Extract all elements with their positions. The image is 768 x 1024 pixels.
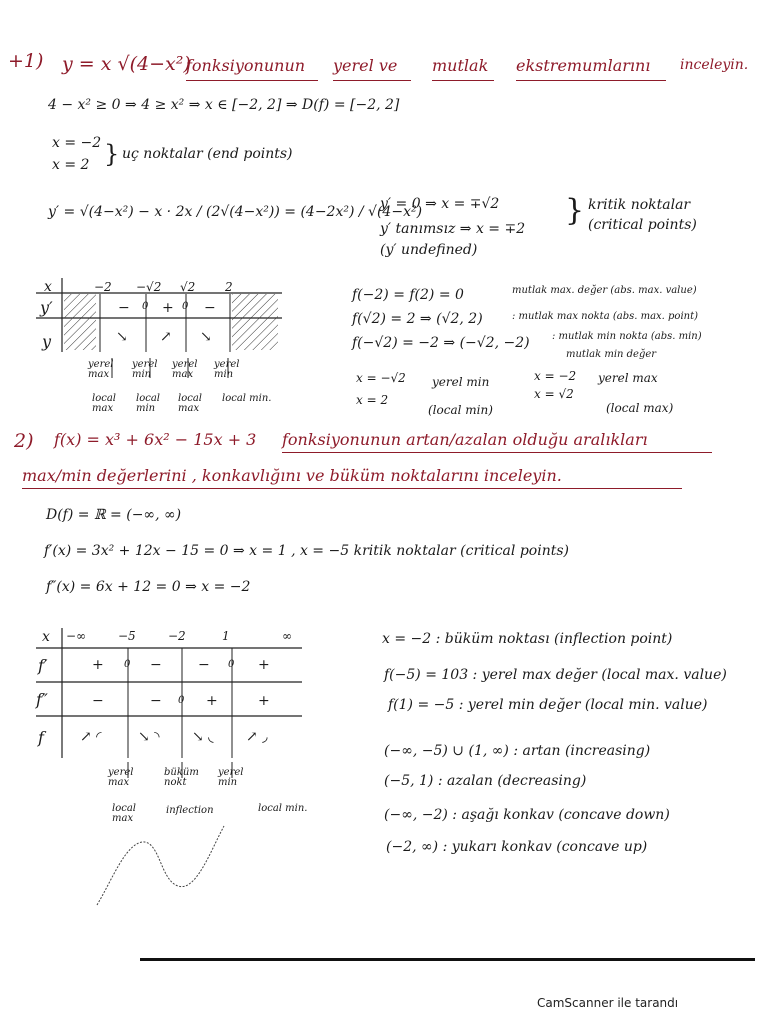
table1-label: local max (92, 393, 116, 414)
problem-1-word: yerel ve (333, 56, 398, 75)
table2-fdoubleprime-sign: + (206, 693, 218, 709)
first-derivative-line: f′(x) = 3x² + 12x − 15 = 0 ⇒ x = 1 , x = −5 kritik noktalar (critical points) (44, 543, 569, 559)
problem-1-word: mutlak (432, 56, 489, 75)
problem-1-word: inceleyin. (680, 57, 749, 73)
brace: } (104, 140, 120, 168)
local-min-label-en: (local min) (428, 403, 493, 417)
brace: } (565, 193, 585, 228)
local-min-b: x = 2 (356, 393, 389, 407)
table1-zero: 0 (182, 301, 189, 312)
table2-shape: ↗ ◜ (80, 729, 102, 745)
problem-2-text-1: fonksiyonunun artan/azalan olduğu aralıkları (282, 430, 648, 449)
scanner-footer: CamScanner ile tarandı (537, 996, 679, 1010)
table1-label: yerel min (214, 359, 240, 380)
result-1: f(−2) = f(2) = 0 (352, 287, 464, 303)
table1-arrow: ↗ (160, 329, 172, 345)
table1-yprime-header: y′ (40, 298, 53, 317)
endpoint-label: uç noktalar (end points) (122, 146, 293, 162)
table2-shape: ↘ ◟ (192, 729, 214, 745)
table2-fdoubleprime-header: f″ (36, 690, 48, 709)
table1-label: yerel min (132, 359, 158, 380)
problem-1-number: +1) (8, 50, 44, 72)
table2-fdoubleprime-sign: + (258, 693, 270, 709)
table2-fprime-sign: − (198, 657, 210, 673)
table2-label: inflection (166, 805, 214, 816)
table2-col: 1 (222, 629, 230, 643)
table2-col: −2 (168, 629, 186, 643)
result-2: f(√2) = 2 ⇒ (√2, 2) (352, 311, 483, 327)
table2-col: ∞ (282, 629, 292, 643)
undefined-note: (y′ undefined) (380, 242, 478, 258)
table2-fprime-sign: + (258, 657, 270, 673)
result-increasing: (−∞, −5) ∪ (1, ∞) : artan (increasing) (384, 743, 651, 759)
local-max-a: x = −2 (534, 369, 577, 383)
second-derivative-line: f″(x) = 6x + 12 = 0 ⇒ x = −2 (46, 579, 251, 595)
problem-2-function: f(x) = x³ + 6x² − 15x + 3 (54, 430, 257, 449)
domain-line: 4 − x² ≥ 0 ⇒ 4 ≥ x² ⇒ x ∈ [−2, 2] ⇒ D(f) = [−2, 2] (48, 97, 400, 113)
critical-label: kritik noktalar (588, 197, 691, 213)
result-inflection: x = −2 : büküm noktası (inflection point) (382, 631, 673, 647)
table1-col: 2 (225, 280, 233, 294)
endpoint-b: x = 2 (52, 157, 90, 173)
table1-label: local min (136, 393, 160, 414)
problem-1-word: fonksiyonunun (186, 56, 306, 75)
table1-arrow: ↘ (116, 329, 128, 345)
table2-shape: ↗ ◞ (246, 729, 268, 745)
critical-label-en: (critical points) (588, 217, 697, 233)
table2-fdoubleprime-sign: − (92, 693, 104, 709)
table1-sign: + (162, 300, 174, 316)
result-decreasing: (−5, 1) : azalan (decreasing) (384, 773, 587, 789)
local-max-label-en: (local max) (606, 401, 674, 415)
table2-zero: 0 (228, 659, 235, 670)
table2-zero: 0 (178, 695, 185, 706)
table2-fprime-sign: − (150, 657, 162, 673)
result-local-max: f(−5) = 103 : yerel max değer (local max. value) (384, 667, 727, 683)
table2-label: yerel min (218, 767, 244, 788)
local-min-label: yerel min (432, 375, 490, 389)
result-3-value: mutlak min değer (566, 349, 657, 360)
result-3-note: : mutlak min nokta (abs. min) (552, 331, 702, 342)
table2-fprime-header: f′ (38, 656, 48, 675)
scan-edge-line (140, 958, 755, 961)
problem-2-number: 2) (14, 430, 34, 452)
critical-zero: y′ = 0 ⇒ x = ∓√2 (380, 196, 500, 212)
table1-zero: 0 (142, 301, 149, 312)
table1-col: −√2 (136, 280, 162, 294)
table2-x-header: x (42, 629, 50, 645)
result-concave-up: (−2, ∞) : yukarı konkav (concave up) (386, 839, 648, 855)
table2-col: −5 (118, 629, 136, 643)
endpoint-a: x = −2 (52, 135, 102, 151)
table2-fprime-sign: + (92, 657, 104, 673)
table1-x-header: x (44, 279, 52, 295)
critical-undefined: y′ tanımsız ⇒ x = ∓2 (380, 221, 526, 237)
table2-zero: 0 (124, 659, 131, 670)
table1-sign: − (204, 300, 216, 316)
problem-2-text-2: max/min değerlerini , konkavlığını ve büküm noktalarını inceleyin. (22, 466, 562, 485)
table1-col: −2 (94, 280, 112, 294)
table2-f-header: f (38, 728, 44, 747)
table1-col: √2 (180, 280, 196, 294)
result-concave-down: (−∞, −2) : aşağı konkav (concave down) (384, 807, 670, 823)
problem-1-word: ekstremumlarını (516, 56, 651, 75)
table2-label: yerel max (108, 767, 134, 788)
underline (22, 488, 682, 489)
table2-col: −∞ (66, 629, 87, 643)
result-2-note: : mutlak max nokta (abs. max. point) (512, 311, 699, 322)
table2-label: büküm nokt (164, 767, 199, 788)
local-min-a: x = −√2 (356, 371, 406, 385)
result-1-note: mutlak max. değer (abs. max. value) (512, 285, 697, 296)
table2-label: local max (112, 803, 136, 824)
table1-arrow: ↘ (200, 329, 212, 345)
table1-y-header: y (42, 332, 52, 351)
table1-label: local max (178, 393, 202, 414)
table1-label: local min. (222, 393, 272, 404)
problem-1-function: y = x √(4−x²) (62, 53, 191, 75)
table1-label: yerel max (172, 359, 198, 380)
table2-label: local min. (258, 803, 308, 814)
table1-sign: − (118, 300, 130, 316)
table2-fdoubleprime-sign: − (150, 693, 162, 709)
local-max-label: yerel max (598, 371, 658, 385)
underline (282, 452, 712, 453)
domain-line-2: D(f) = ℝ = (−∞, ∞) (46, 507, 182, 523)
derivative-line: y′ = √(4−x²) − x · 2x / (2√(4−x²)) = (4−2x²) / √(4−x²) (48, 204, 423, 220)
result-3: f(−√2) = −2 ⇒ (−√2, −2) (352, 335, 530, 351)
result-local-min: f(1) = −5 : yerel min değer (local min. value) (388, 697, 708, 713)
local-max-b: x = √2 (534, 387, 574, 401)
table2-shape: ↘ ◝ (138, 729, 160, 745)
table1-label: yerel max (88, 359, 114, 380)
